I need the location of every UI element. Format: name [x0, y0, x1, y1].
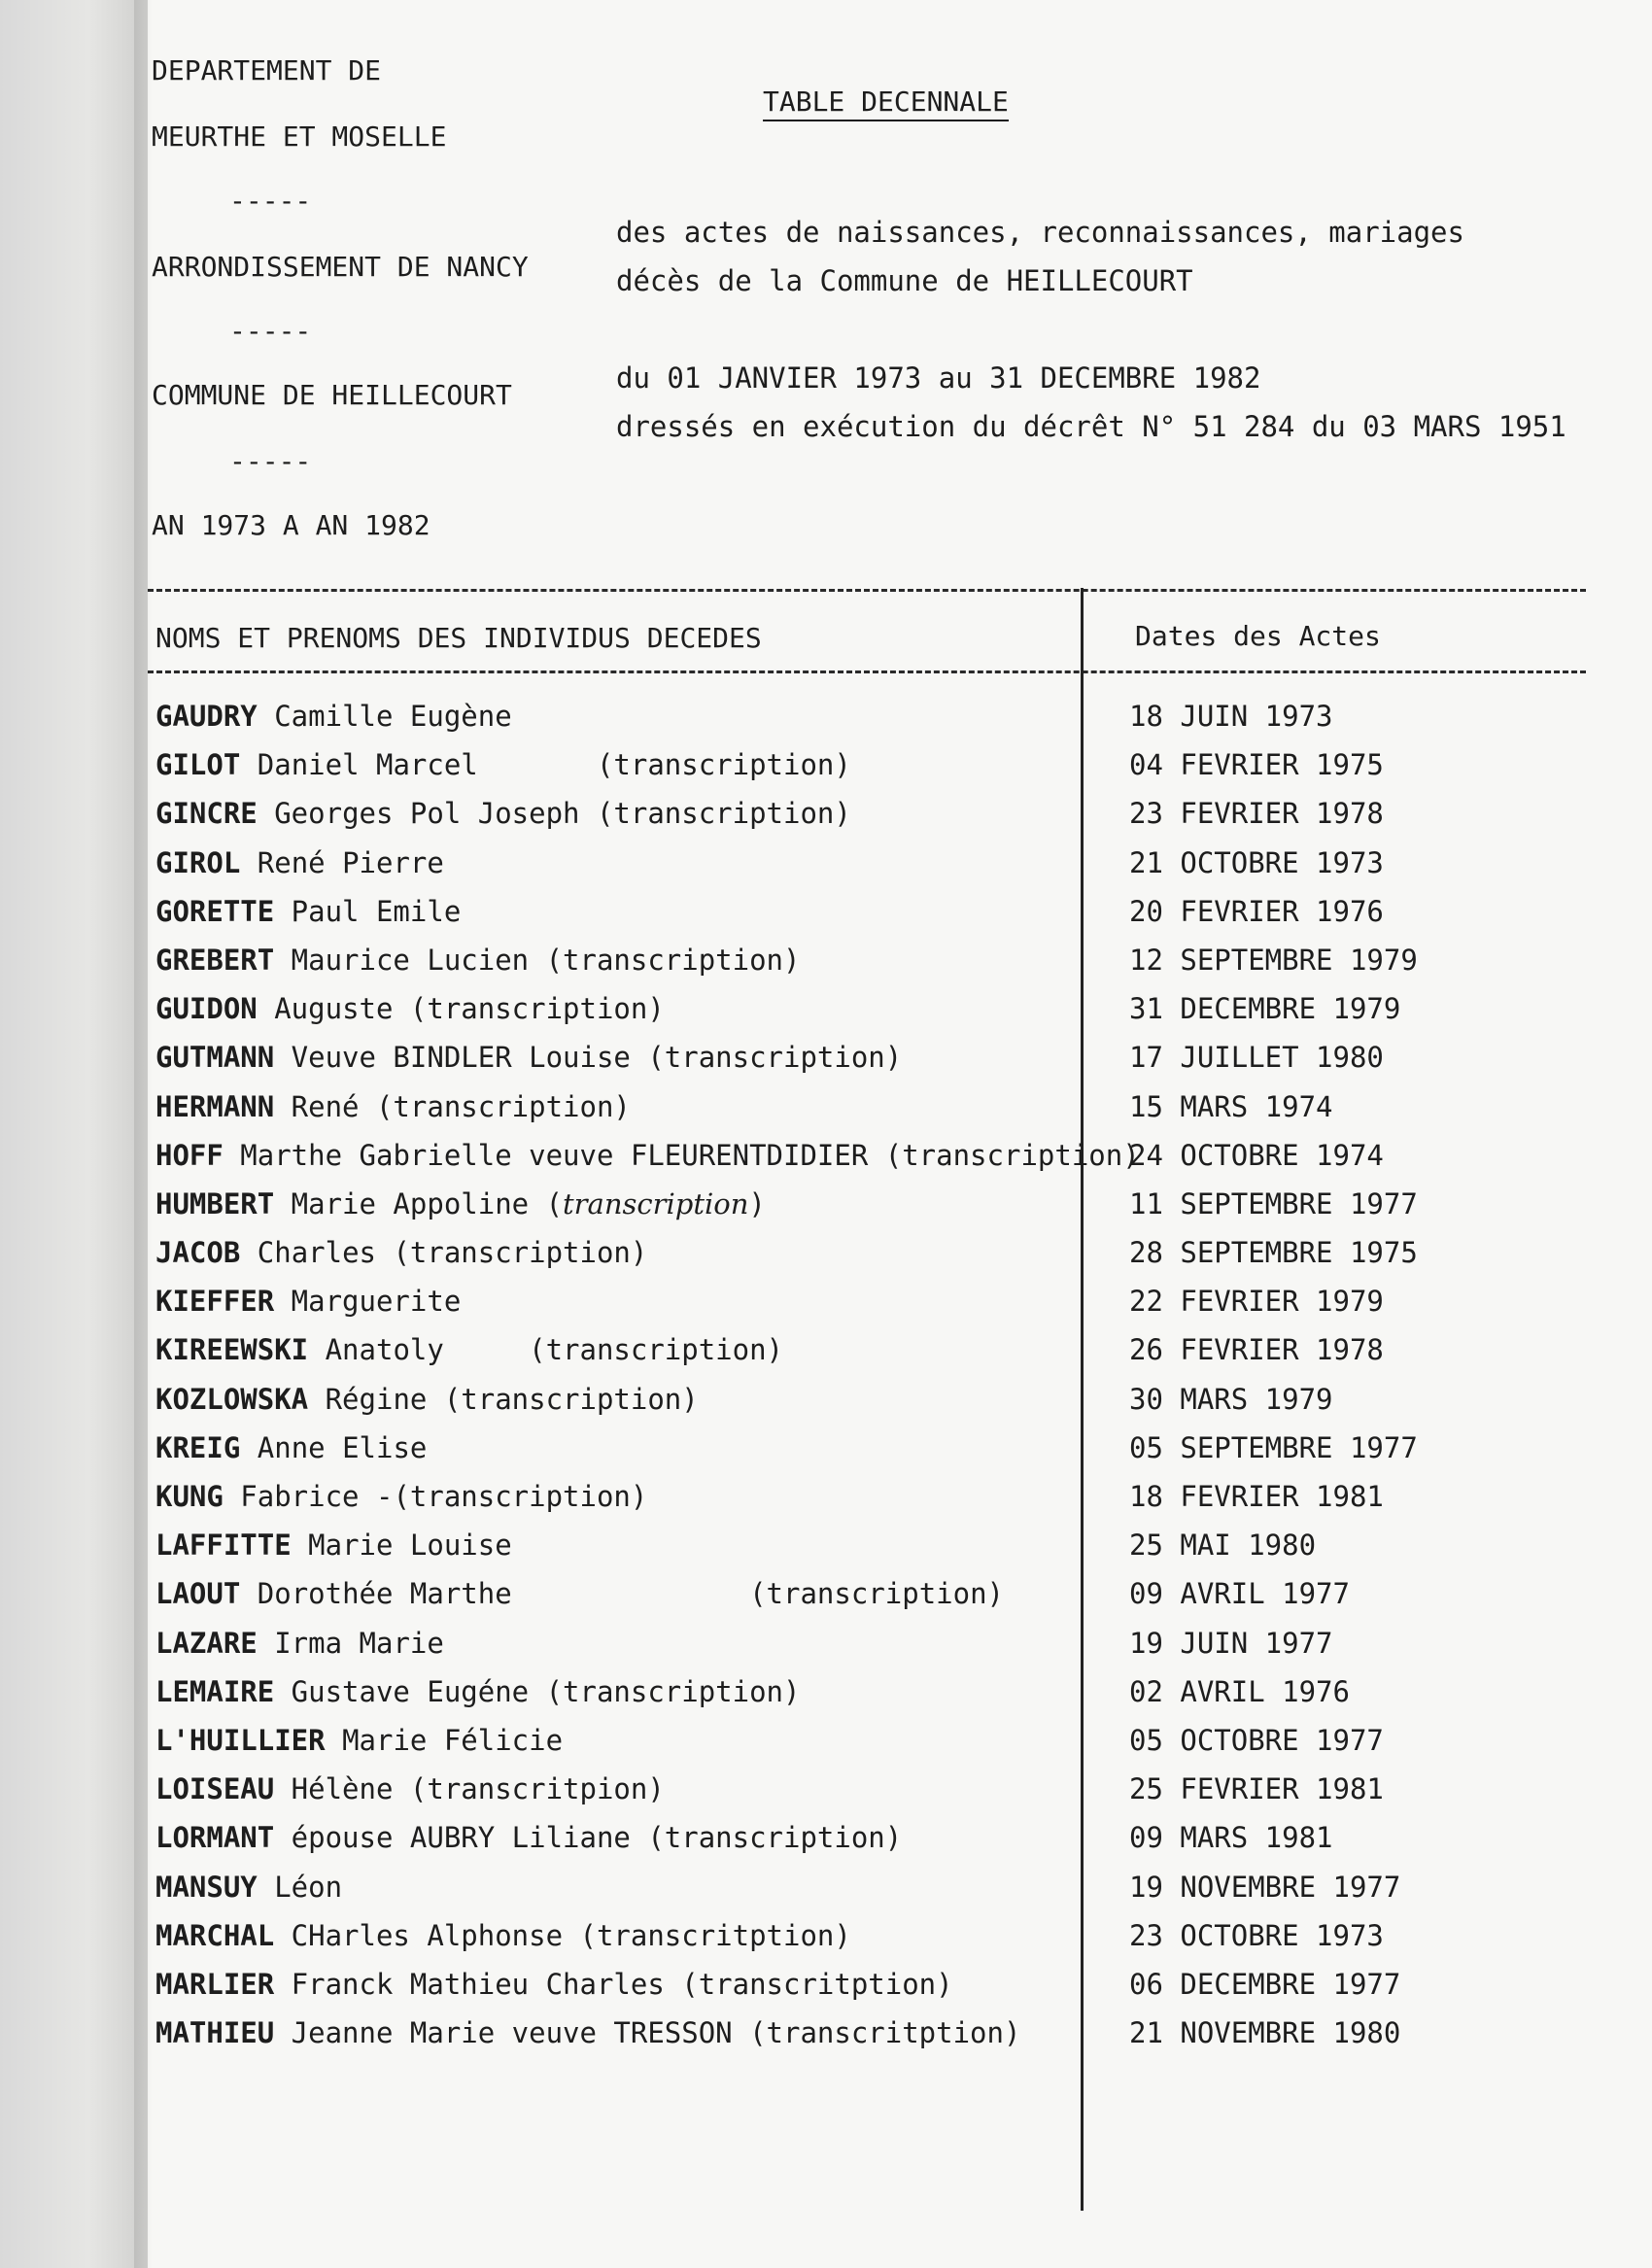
deceased-name [155, 1919, 851, 1952]
given-names: Franck Mathieu Charles (transcritption) [274, 1967, 953, 2001]
surname: MANSUY [155, 1870, 258, 1904]
act-date: 21 NOVEMBRE 1980 [1129, 2016, 1401, 2050]
surname: MARLIER [155, 1967, 275, 2001]
act-date: 11 SEPTEMBRE 1977 [1129, 1186, 1418, 1220]
table-row [148, 1431, 1625, 1480]
table-row [148, 1772, 1625, 1821]
deceased-name [155, 846, 444, 879]
col-header-names: NOMS ET PRENOMS DES INDIVIDUS DECEDES [155, 622, 762, 654]
table-row [148, 1919, 1625, 1968]
deceased-name [155, 1871, 342, 1904]
deceased-name [155, 1090, 631, 1123]
table-row [148, 1627, 1625, 1675]
table-row [148, 1529, 1625, 1577]
act-date: 19 JUIN 1977 [1129, 1626, 1333, 1660]
deceased-name [155, 1480, 647, 1513]
table-row [148, 1333, 1625, 1382]
deceased-name [155, 1529, 512, 1562]
deceased-name [155, 1333, 783, 1366]
closing-paren: ) [748, 1186, 766, 1220]
act-date: 05 OCTOBRE 1977 [1129, 1723, 1384, 1757]
act-date: 02 AVRIL 1976 [1129, 1674, 1350, 1708]
given-names: épouse AUBRY Liliane (transcription) [274, 1821, 903, 1855]
table-row [148, 1187, 1625, 1236]
deceased-name [155, 1041, 902, 1074]
table-row [148, 1383, 1625, 1431]
surname: GINCRE [155, 797, 258, 831]
given-names: Anne Elise [240, 1430, 428, 1464]
surname: LAZARE [155, 1626, 258, 1660]
deceased-name [155, 1577, 1004, 1610]
intro-line1: des actes de naissances, reconnaissances, mariages [616, 216, 1464, 249]
table-row [148, 1821, 1625, 1870]
act-date: 22 FEVRIER 1979 [1129, 1285, 1384, 1319]
deceased-name [155, 992, 665, 1025]
surname: JACOB [155, 1236, 241, 1270]
intro-line4: dressés en exécution du décrêt N° 51 284 du 03 MARS 1951 [616, 410, 1566, 443]
surname: HERMANN [155, 1089, 275, 1123]
surname: L'HUILLIER [155, 1723, 326, 1757]
act-date: 24 OCTOBRE 1974 [1129, 1138, 1384, 1172]
act-date: 19 NOVEMBRE 1977 [1129, 1870, 1401, 1904]
separator: ----- [229, 315, 312, 347]
intro-line3: du 01 JANVIER 1973 au 31 DECEMBRE 1982 [616, 361, 1261, 395]
table-row [148, 846, 1625, 895]
surname: LAOUT [155, 1577, 241, 1611]
col-header-dates: Dates des Actes [1135, 620, 1381, 652]
act-date: 06 DECEMBRE 1977 [1129, 1967, 1401, 2001]
given-names: Anatoly (transcription) [308, 1333, 784, 1367]
separator: ----- [229, 185, 312, 217]
act-date: 30 MARS 1979 [1129, 1382, 1333, 1416]
surname: GUIDON [155, 992, 258, 1026]
table-row [148, 1041, 1625, 1089]
surname: KIREEWSKI [155, 1333, 309, 1367]
given-names: Jeanne Marie veuve TRESSON (transcritption) [274, 2016, 1021, 2050]
given-names: René (transcription) [274, 1089, 631, 1123]
deceased-name [155, 1383, 699, 1416]
table-row [148, 1724, 1625, 1772]
given-names: Daniel Marcel (transcription) [240, 748, 851, 782]
given-names: Léon [257, 1870, 343, 1904]
deceased-name [155, 1431, 427, 1464]
act-date: 23 FEVRIER 1978 [1129, 797, 1384, 831]
given-names: Gustave Eugéne (transcription) [274, 1674, 801, 1708]
page-title: TABLE DECENNALE [763, 86, 1009, 121]
table-body [148, 700, 1625, 2065]
table-header-rule [148, 670, 1586, 673]
table-row [148, 748, 1625, 797]
given-names: Marguerite [274, 1285, 462, 1319]
given-names: Marie Louise [291, 1529, 512, 1563]
act-date: 18 JUIN 1973 [1129, 700, 1333, 733]
table-row [148, 700, 1625, 748]
deceased-name [155, 1968, 953, 2001]
surname: GILOT [155, 748, 241, 782]
table-row [148, 797, 1625, 845]
period: AN 1973 A AN 1982 [152, 509, 430, 541]
surname: LEMAIRE [155, 1674, 275, 1708]
department-line2: MEURTHE ET MOSELLE [152, 120, 447, 153]
given-names: Marie Appoline ( [274, 1186, 564, 1220]
given-names: René Pierre [240, 845, 444, 879]
deceased-name [155, 700, 512, 733]
department-line1: DEPARTEMENT DE [152, 54, 382, 86]
intro-line2: décès de la Commune de HEILLECOURT [616, 264, 1193, 297]
given-names: Fabrice -(transcription) [223, 1480, 648, 1513]
deceased-name [155, 1772, 665, 1805]
given-names: Marthe Gabrielle veuve FLEURENTDIDIER (transcription) [223, 1138, 1140, 1172]
separator: ----- [229, 445, 312, 477]
table-row [148, 1480, 1625, 1529]
given-names: Hélène (transcritpion) [274, 1772, 665, 1806]
arrondissement: ARRONDISSEMENT DE NANCY [152, 251, 529, 283]
surname: GORETTE [155, 894, 275, 928]
table-row [148, 1236, 1625, 1285]
act-date: 21 OCTOBRE 1973 [1129, 845, 1384, 879]
table-row [148, 895, 1625, 944]
act-date: 09 AVRIL 1977 [1129, 1577, 1350, 1611]
given-names: Paul Emile [274, 894, 462, 928]
given-names: Maurice Lucien (transcription) [274, 943, 801, 977]
table-top-rule [148, 589, 1586, 592]
surname: GUTMANN [155, 1041, 275, 1075]
given-names: Dorothée Marthe (transcription) [240, 1577, 1004, 1611]
deceased-name [155, 2016, 1020, 2049]
table-row [148, 1871, 1625, 1919]
deceased-name [155, 1236, 647, 1269]
previous-page-edge [0, 0, 148, 2268]
table-row [148, 1577, 1625, 1626]
deceased-name [155, 1139, 1140, 1172]
handwritten-annotation: transcription [563, 1186, 749, 1220]
table-row [148, 1675, 1625, 1724]
given-names: Camille Eugène [257, 700, 512, 733]
surname: LAFFITTE [155, 1529, 292, 1563]
table-row [148, 1090, 1625, 1139]
given-names: Régine (transcription) [308, 1382, 699, 1416]
act-date: 28 SEPTEMBRE 1975 [1129, 1236, 1418, 1270]
table-row [148, 992, 1625, 1041]
surname: LOISEAU [155, 1772, 275, 1806]
surname: KIEFFER [155, 1285, 275, 1319]
act-date: 05 SEPTEMBRE 1977 [1129, 1430, 1418, 1464]
surname: MATHIEU [155, 2016, 275, 2050]
surname: HOFF [155, 1138, 224, 1172]
act-date: 18 FEVRIER 1981 [1129, 1480, 1384, 1513]
surname: GIROL [155, 845, 241, 879]
deceased-name [155, 1724, 563, 1757]
deceased-name [155, 748, 851, 781]
deceased-name [155, 1675, 800, 1708]
table-row [148, 1139, 1625, 1187]
act-date: 04 FEVRIER 1975 [1129, 748, 1384, 782]
surname: KREIG [155, 1430, 241, 1464]
deceased-name [155, 1627, 444, 1660]
deceased-name [155, 1285, 461, 1318]
act-date: 25 FEVRIER 1981 [1129, 1772, 1384, 1806]
act-date: 23 OCTOBRE 1973 [1129, 1918, 1384, 1952]
surname: GAUDRY [155, 700, 258, 733]
act-date: 26 FEVRIER 1978 [1129, 1333, 1384, 1367]
table-row [148, 1285, 1625, 1333]
act-date: 20 FEVRIER 1976 [1129, 894, 1384, 928]
commune: COMMUNE DE HEILLECOURT [152, 379, 512, 411]
surname: KOZLOWSKA [155, 1382, 309, 1416]
given-names: Irma Marie [257, 1626, 444, 1660]
deceased-name [155, 1821, 902, 1854]
given-names: CHarles Alphonse (transcritption) [274, 1918, 851, 1952]
surname: MARCHAL [155, 1918, 275, 1952]
table-row [148, 2016, 1625, 2065]
act-date: 17 JUILLET 1980 [1129, 1041, 1384, 1075]
given-names: Veuve BINDLER Louise (transcription) [274, 1041, 903, 1075]
surname: LORMANT [155, 1821, 275, 1855]
deceased-name [155, 797, 851, 830]
surname: GREBERT [155, 943, 275, 977]
deceased-name [155, 895, 461, 928]
given-names: Charles (transcription) [240, 1236, 648, 1270]
given-names: Marie Félicie [325, 1723, 564, 1757]
given-names: Auguste (transcription) [257, 992, 665, 1026]
act-date: 31 DECEMBRE 1979 [1129, 992, 1401, 1026]
act-date: 15 MARS 1974 [1129, 1089, 1333, 1123]
surname: KUNG [155, 1480, 224, 1513]
act-date: 09 MARS 1981 [1129, 1821, 1333, 1855]
table-row [148, 1968, 1625, 2016]
act-date: 12 SEPTEMBRE 1979 [1129, 943, 1418, 977]
given-names: Georges Pol Joseph (transcription) [257, 797, 851, 831]
act-date: 25 MAI 1980 [1129, 1529, 1317, 1563]
deceased-name [155, 944, 800, 977]
surname: HUMBERT [155, 1186, 275, 1220]
table-row [148, 944, 1625, 992]
deceased-name [155, 1187, 766, 1220]
